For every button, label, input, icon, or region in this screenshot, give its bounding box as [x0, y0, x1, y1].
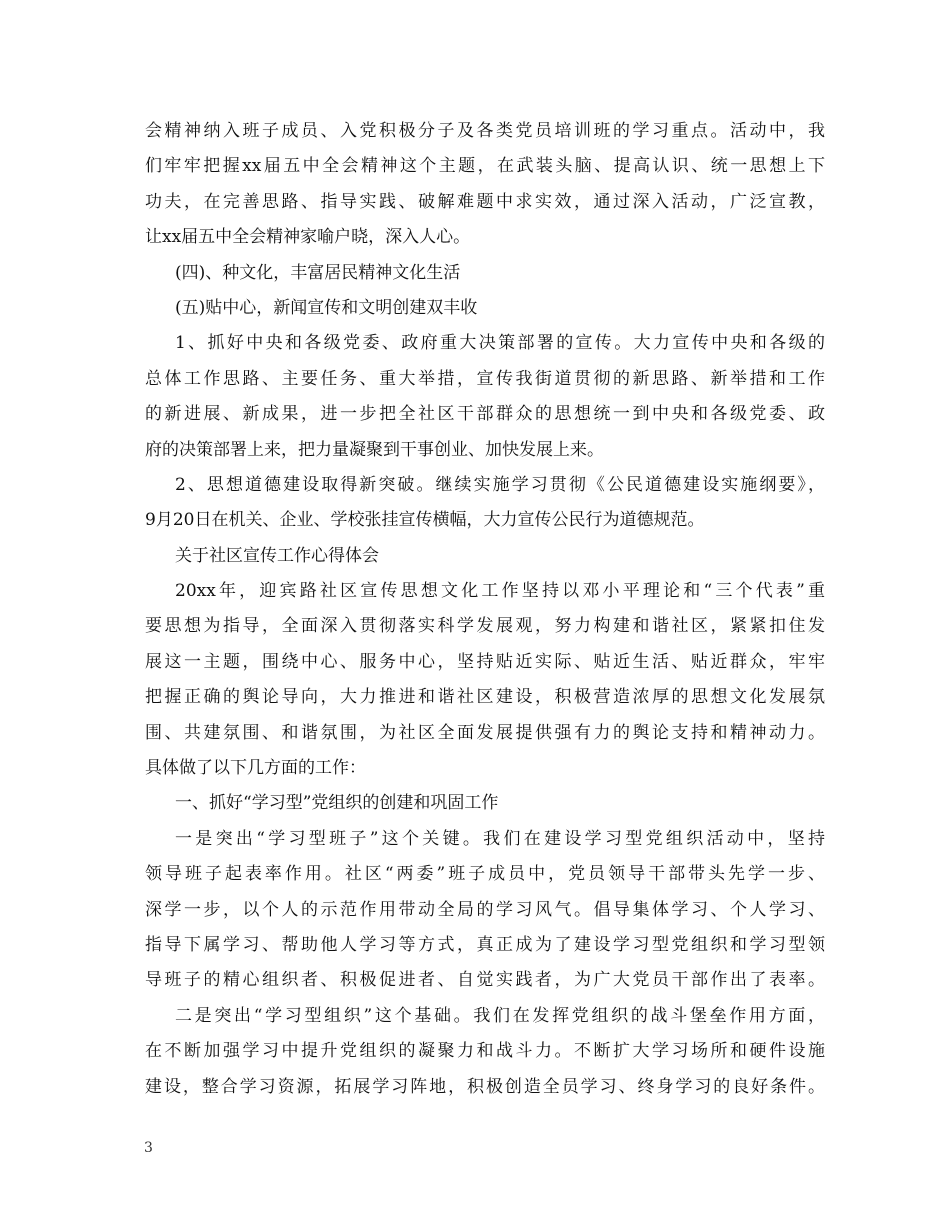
text-line: 深学一步，以个人的示范作用带动全局的学习风气。倡导集体学习、个人学习、	[145, 899, 825, 920]
text-line: 具体做了以下几方面的工作：	[145, 758, 366, 779]
text-line: 功夫，在完善思路、指导实践、破解难题中求实效，通过深入活动，广泛宣教，	[145, 191, 825, 212]
text-line: 展这一主题，围绕中心、服务中心，坚持贴近实际、贴近生活、贴近群众，牢牢	[145, 651, 825, 672]
text-line: 建设，整合学习资源，拓展学习阵地，积极创造全员学习、终身学习的良好条件。	[145, 1076, 825, 1097]
text-line: 1、抓好中央和各级党委、政府重大决策部署的宣传。大力宣传中央和各级的	[175, 333, 825, 354]
text-line: 9月20日在机关、企业、学校张挂宣传横幅，大力宣传公民行为道德规范。	[145, 510, 705, 531]
body-text	[145, 114, 825, 1105]
page-number: 3	[144, 1140, 153, 1156]
text-line: 领导班子起表率作用。社区“两委”班子成员中，党员领导干部带头先学一步、	[145, 864, 825, 885]
text-line: 二是突出“学习型组织”这个基础。我们在发挥党组织的战斗堡垒作用方面，	[175, 1005, 825, 1026]
text-line: 导班子的精心组织者、积极促进者、自觉实践者，为广大党员干部作出了表率。	[145, 970, 825, 991]
text-line: 关于社区宣传工作心得体会	[175, 545, 379, 566]
text-line: 要思想为指导，全面深入贯彻落实科学发展观，努力构建和谐社区，紧紧扣住发	[145, 616, 825, 637]
text-line: 会精神纳入班子成员、入党积极分子及各类党员培训班的学习重点。活动中，我	[145, 121, 825, 141]
text-line: 的新进展、新成果，进一步把全社区干部群众的思想统一到中央和各级党委、政	[145, 404, 825, 425]
text-line: 一、抓好“学习型”党组织的创建和巩固工作	[175, 793, 499, 814]
text-line: 一是突出“学习型班子”这个关键。我们在建设学习型党组织活动中，坚持	[175, 828, 825, 849]
text-line: 让xx届五中全会精神家喻户晓，深入人心。	[145, 227, 471, 248]
text-line: 总体工作思路、主要任务、重大举措，宣传我街道贯彻的新思路、新举措和工作	[145, 368, 825, 389]
text-line: (五)贴中心，新闻宣传和文明创建双丰收	[175, 297, 478, 318]
text-line: 在不断加强学习中提升党组织的凝聚力和战斗力。不断扩大学习场所和硬件设施	[145, 1041, 825, 1062]
text-line: 2、思想道德建设取得新突破。继续实施学习贯彻《公民道德建设实施纲要》，	[175, 474, 825, 495]
text-line: 把握正确的舆论导向，大力推进和谐社区建设，积极营造浓厚的思想文化发展氛	[145, 687, 825, 708]
text-line: 围、共建氛围、和谐氛围，为社区全面发展提供强有力的舆论支持和精神动力。	[145, 722, 825, 743]
text-line: 20xx年，迎宾路社区宣传思想文化工作坚持以邓小平理论和“三个代表”重	[175, 581, 825, 602]
text-line: 指导下属学习、帮助他人学习等方式，真正成为了建设学习型党组织和学习型领	[145, 934, 825, 955]
text-line: 们牢牢把握xx届五中全会精神这个主题，在武装头脑、提高认识、统一思想上下	[145, 156, 825, 177]
text-line: (四)、种文化，丰富居民精神文化生活	[175, 262, 461, 283]
text-line: 府的决策部署上来，把力量凝聚到干事创业、加快发展上来。	[145, 439, 604, 460]
